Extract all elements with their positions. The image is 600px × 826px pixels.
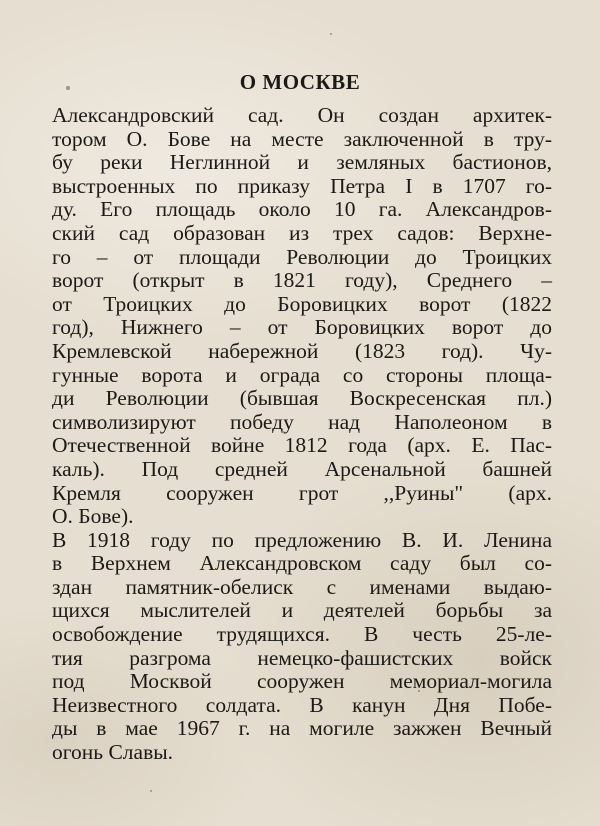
text-line: символизируют победу над Наполеоном в [52,409,552,434]
article-title: О МОСКВЕ [239,70,361,94]
text-line: ды в мае 1967 г. на могиле зажжен Вечный [52,716,552,741]
text-line: освобождение трудящихся. В честь 25-ле- [52,622,552,647]
text-line: тором О. Бове на месте заключенной в тру- [52,126,552,151]
text-line: ворот (открыт в 1821 году), Среднего – [52,268,552,293]
text-line: ди Революции (бывшая Воскресенская пл.) [52,386,552,411]
article-body [52,104,552,765]
text-line: Александровский сад. Он создан архитек- [52,103,552,127]
text-line: под Москвой сооружен мемориал-могила [52,669,552,694]
text-line: Неизвестного солдата. В канун Дня Побе- [52,692,552,717]
text-line: Кремля сооружен грот ,,Руины" (арх. [52,480,552,505]
text-line: гунные ворота и ограда со стороны площа- [52,362,552,387]
text-line: здан памятник-обелиск с именами выдаю- [52,574,552,599]
text-line: год), Нижнего – от Боровицких ворот до [52,315,552,340]
text-line: тия разгрома немецко-фашистских войск [52,645,552,670]
text-line: Отечественной войне 1812 года (арх. Е. Пас- [52,433,552,458]
text-line: го – от площади Революции до Троицких [52,244,552,269]
text-line: бу реки Неглинной и земляных бастионов, [52,150,552,175]
text-line: огонь Славы. [52,740,174,765]
text-line: Кремлевской набережной (1823 год). Чу- [52,338,552,363]
text-line: от Троицких до Боровицких ворот (1822 [52,291,552,316]
text-line: В 1918 году по предложению В. И. Ленина [52,527,552,552]
text-line: выстроенных по приказу Петра I в 1707 го- [52,173,552,198]
text-line: в Верхнем Александровском саду был со- [52,551,552,576]
text-line: каль). Под средней Арсенальной башней [52,456,552,481]
paper-speck [150,790,152,792]
text-line: О. Бове). [52,504,134,529]
text-line: ду. Его площадь около 10 га. Александров- [52,197,552,222]
text-line: ский сад образован из трех садов: Верхне- [52,220,552,245]
paper-speck [330,33,332,35]
text-line: щихся мыслителей и деятелей борьбы за [52,598,552,623]
